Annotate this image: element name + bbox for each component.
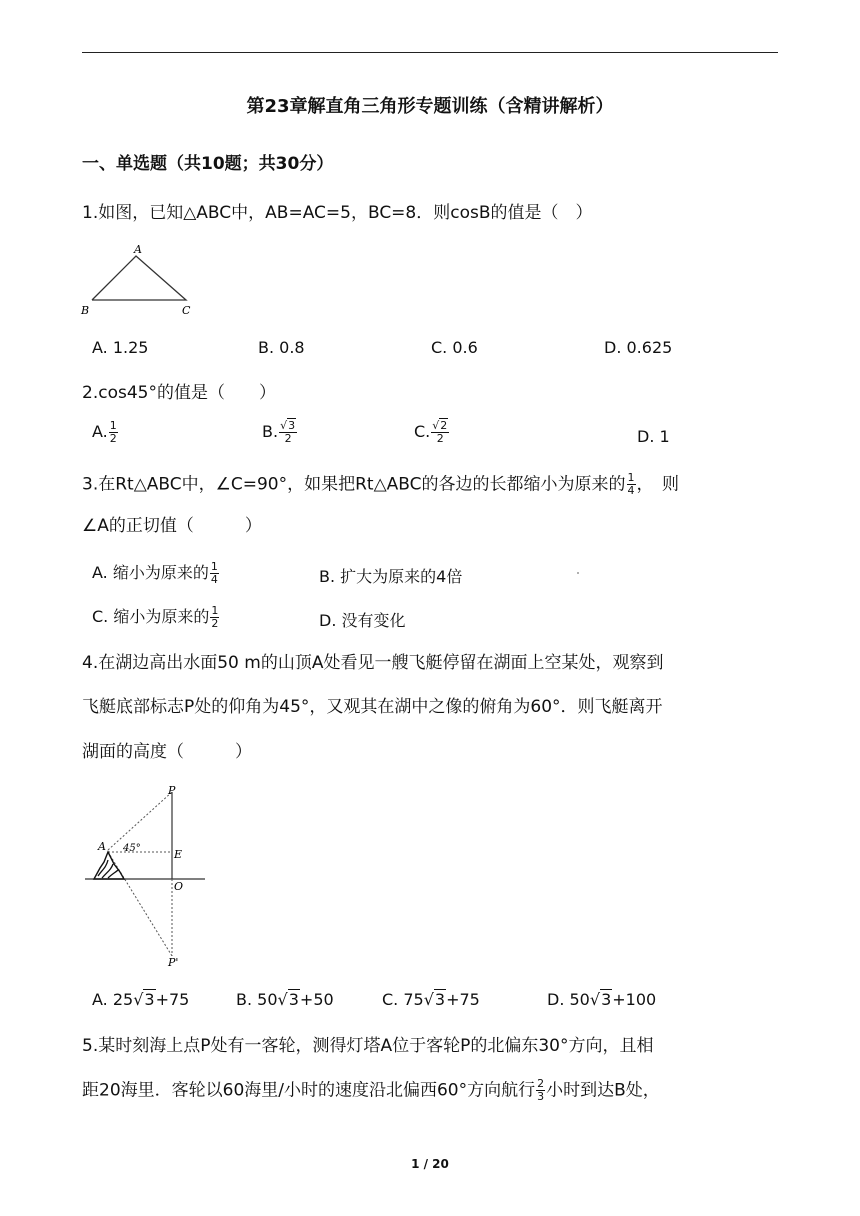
- vertex-a-label: A: [134, 243, 142, 256]
- q1-option-b[interactable]: B. 0.8: [258, 338, 305, 357]
- q3-option-c-text: C. 缩小为原来的: [92, 607, 210, 626]
- vertex-b-label: B: [81, 304, 90, 317]
- q4-option-a-tail: +75: [155, 990, 190, 1009]
- q3-option-a-text: A. 缩小为原来的: [92, 563, 209, 582]
- question-1-text: 1.如图，已知△ABC中，AB=AC=5，BC=8．则cosB的值是（ ）: [82, 203, 593, 223]
- question-4-line-3: 湖面的高度（ ）: [82, 742, 252, 762]
- sight-line-ap-prime: [108, 852, 172, 956]
- fraction-numerator: 1: [109, 419, 117, 432]
- q3-option-a[interactable]: [92, 560, 220, 586]
- vertex-c-label: C: [182, 304, 191, 317]
- airship-figure: [80, 780, 210, 970]
- document-title: 第23章解直角三角形专题训练（含精讲解析）: [246, 96, 614, 117]
- fraction-denominator: 2: [211, 617, 219, 630]
- page-number: 1 / 20: [411, 1157, 449, 1171]
- triangle-abc-figure: [78, 240, 198, 318]
- q3-option-b[interactable]: B. 扩大为原来的4倍: [319, 567, 463, 586]
- q2-option-b[interactable]: [262, 420, 298, 445]
- radicand: 3: [601, 990, 612, 1009]
- fraction-denominator: 3: [537, 1090, 545, 1103]
- fraction-denominator: 4: [627, 484, 635, 497]
- q1-option-a[interactable]: A. 1.25: [92, 338, 149, 357]
- header-rule: [82, 52, 778, 53]
- fraction-denominator: 2: [109, 432, 117, 445]
- q2-option-b-prefix: B.: [262, 422, 279, 441]
- q1-option-d[interactable]: D. 0.625: [604, 338, 673, 357]
- q4-option-a-coef: A. 25: [92, 990, 134, 1009]
- fraction-numerator: √3: [280, 419, 296, 432]
- q4-option-d-tail: +100: [612, 990, 657, 1009]
- section-heading: 一、单选题（共10题；共30分）: [82, 154, 334, 174]
- q3-line1-tail: ， 则: [636, 474, 680, 495]
- question-4-line-2: 飞艇底部标志P处的仰角为45°，又观其在湖中之像的俯角为60°．则飞艇离开: [82, 697, 663, 717]
- radicand: 3: [288, 419, 296, 432]
- radicand: 3: [434, 990, 446, 1009]
- fraction-denominator: 2: [284, 432, 292, 445]
- fraction: [279, 420, 297, 445]
- sight-line-ap: [108, 792, 172, 850]
- q3-option-d[interactable]: D. 没有变化: [319, 611, 406, 630]
- q1-option-c[interactable]: C. 0.6: [431, 338, 478, 357]
- q2-option-c[interactable]: [414, 420, 450, 445]
- question-2-text: 2.cos45°的值是（ ）: [82, 383, 276, 403]
- q2-option-d[interactable]: D. 1: [637, 427, 670, 446]
- fraction: [210, 561, 219, 586]
- question-5-line-2: [82, 1078, 660, 1103]
- point-a-label: A: [98, 840, 106, 853]
- fraction-denominator: 4: [210, 573, 218, 586]
- question-5-line-1: 5.某时刻海上点P处有一客轮，测得灯塔A位于客轮P的北偏东30°方向，且相: [82, 1036, 654, 1056]
- q4-option-c-coef: C. 75: [382, 990, 424, 1009]
- fraction-numerator: 2: [537, 1077, 545, 1090]
- q2-option-a[interactable]: [92, 420, 119, 445]
- triangle-abc-lines: [92, 256, 186, 300]
- q3-line1-text: 3.在Rt△ABC中，∠C=90°，如果把Rt△ABC的各边的长都缩小为原来的: [82, 474, 626, 495]
- q5-line2-tail: 小时到达B处，: [546, 1080, 660, 1101]
- fraction-denominator: 2: [436, 432, 444, 445]
- fraction: [536, 1078, 545, 1103]
- q5-line2-text: 距20海里．客轮以60海里/小时的速度沿北偏西60°方向航行: [82, 1080, 536, 1101]
- stray-dot: [577, 572, 579, 574]
- q4-option-c-tail: +75: [446, 990, 480, 1009]
- fraction-numerator: √2: [432, 419, 448, 432]
- angle-45-label: 45°: [123, 843, 141, 854]
- q4-option-d[interactable]: D. 50√3+100: [547, 990, 657, 1009]
- point-o-label: O: [174, 880, 184, 893]
- point-p-label: P: [168, 784, 176, 797]
- fraction: [627, 472, 636, 497]
- q3-option-c[interactable]: [92, 604, 220, 630]
- radicand: 2: [440, 419, 448, 432]
- question-4-line-1: 4.在湖边高出水面50 m的山顶A处看见一艘飞艇停留在湖面上空某处，观察到: [82, 653, 664, 673]
- fraction-numerator: 1: [210, 560, 218, 573]
- radicand: 3: [144, 990, 155, 1009]
- question-3-line-2: ∠A的正切值（ ）: [82, 516, 262, 536]
- fraction: [431, 420, 449, 445]
- fraction-numerator: 1: [627, 471, 635, 484]
- q4-option-b-coef: B. 50: [236, 990, 278, 1009]
- q4-option-d-coef: D. 50: [547, 990, 590, 1009]
- q4-option-a[interactable]: A. 25√3+75: [92, 990, 190, 1009]
- radicand: 3: [288, 990, 299, 1009]
- q4-option-b[interactable]: B. 50√3+50: [236, 990, 334, 1009]
- fraction: [109, 420, 118, 445]
- point-e-label: E: [174, 848, 183, 861]
- fraction-numerator: 1: [211, 604, 219, 617]
- q2-option-a-prefix: A.: [92, 422, 108, 441]
- question-3-line-1: [82, 472, 679, 497]
- point-p-prime-label: P': [168, 956, 179, 969]
- q4-option-c[interactable]: C. 75√3+75: [382, 990, 480, 1009]
- q4-option-b-tail: +50: [299, 990, 334, 1009]
- q2-option-c-prefix: C.: [414, 422, 431, 441]
- fraction: [210, 605, 219, 630]
